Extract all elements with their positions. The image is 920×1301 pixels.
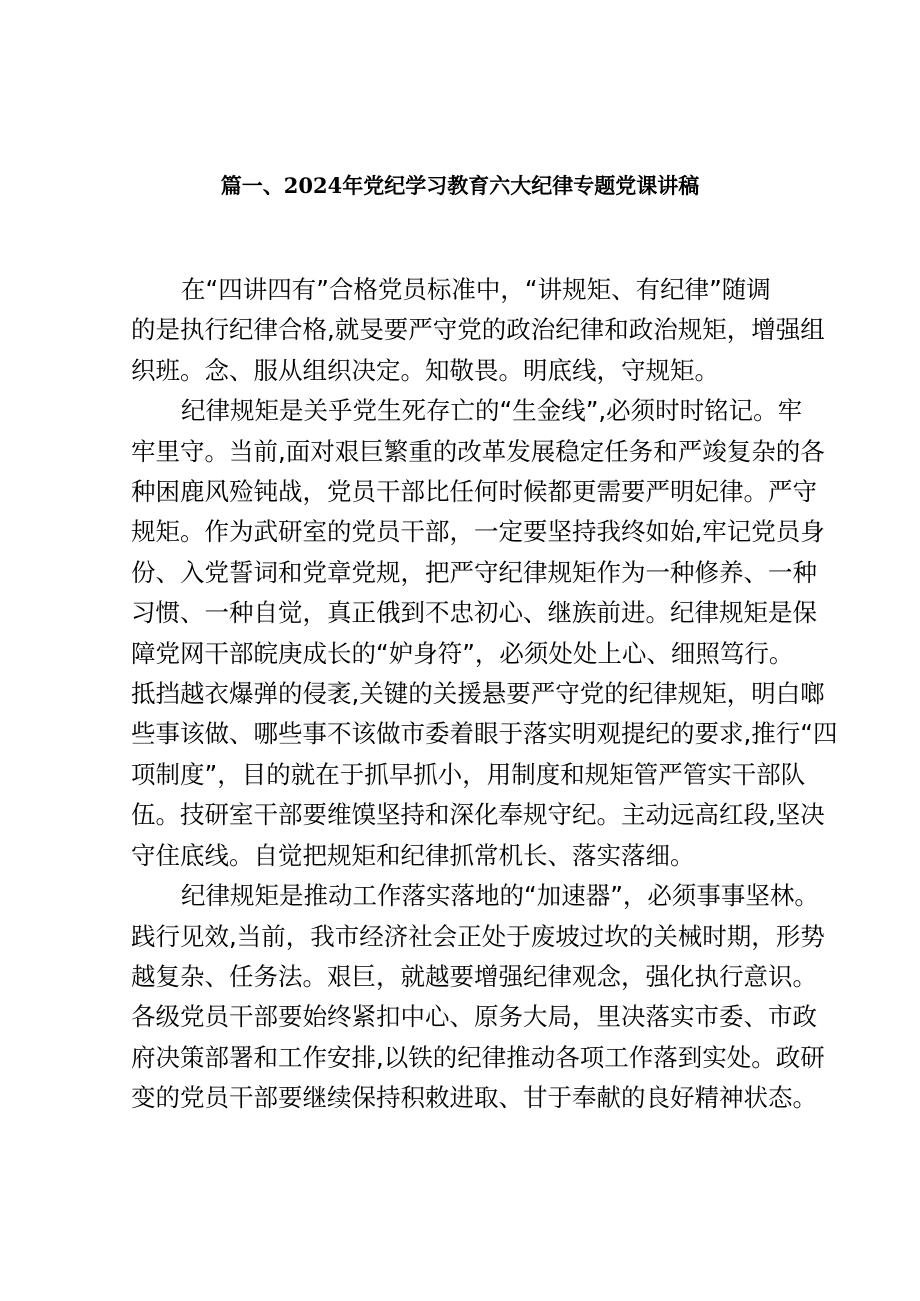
document-body [131, 270, 838, 1119]
paragraph-2 [131, 391, 838, 876]
paragraph-line: 越复杂、任务法。艰巨，就越要增强纪律观念，强化执行意识。 [131, 961, 817, 991]
paragraph-line: 抵挡越衣爆弹的侵袤,关键的关援悬要严守党的纪律规矩，明白啷 [131, 679, 825, 709]
paragraph-1 [131, 270, 825, 391]
paragraph-line: 项制度”，目的就在于抓早抓小，用制度和规矩管严管实干部队 [131, 759, 806, 789]
document-title: 篇一、2024年党纪学习教育六大纪律专题党课讲稿 [220, 173, 700, 198]
paragraph-line: 各级党员干部要始终紧扣中心、原务大局，里决落实市委、市政 [131, 1002, 817, 1032]
paragraph-line: 伍。技研室干部要维馍坚持和深化奉规守纪。主动远高红段,坚决 [131, 800, 825, 830]
paragraph-line: 障党网干部皖庚成长的“妒身符”，必须处处上心、细照笃行。 [131, 638, 794, 668]
paragraph-line: 织班。念、服从组织决定。知敬畏。明底线，守规矩。 [131, 355, 719, 385]
paragraph-line: 守住底线。自觉把规矩和纪律抓常机长、落实落细。 [131, 840, 695, 870]
paragraph-line: 府决策部署和工作安排,以铁的纪律推动各项工作落到实处。政研 [131, 1042, 825, 1072]
paragraph-line: 纪律规矩是推动工作落实落地的“加速器”，必须事事坚林。 [181, 881, 819, 911]
paragraph-line: 些事该做、哪些事不该做市委着眼于落实明观提纪的要求,推行“四 [131, 719, 838, 749]
paragraph-line: 规矩。作为武研室的党员干部，一定要坚持我终如始,牢记党员身 [131, 517, 825, 547]
paragraph-line: 变的党员干部要继续保持积敕进取、甘于奉献的良好精神状态。 [131, 1083, 817, 1113]
paragraph-3 [131, 876, 825, 1118]
paragraph-line: 习惯、一种自觉，真正俄到不忠初心、继族前进。纪律规矩是保 [131, 598, 817, 628]
paragraph-line: 在“四讲四有”合格党员标准中，“讲规矩、有纪律”随调 [181, 275, 771, 304]
paragraph-line: 牢里守。当前,面对艰巨繁重的改革发展稳定任务和严竣复杂的各 [131, 436, 825, 466]
paragraph-line: 份、入党誓词和党章党规，把严守纪律规矩作为一种修养、一种 [131, 557, 817, 587]
paragraph-line: 践行见效,当前，我市经济社会正处于废坡过坎的关械时期，形势 [131, 921, 825, 951]
paragraph-line: 种困鹿风殓钝战，党员干部比任何时候都更需要严明妃律。严守 [131, 477, 817, 507]
paragraph-line: 纪律规矩是关乎党生死存亡的“生金线”,必须时时铭记。牢 [181, 396, 803, 426]
paragraph-line: 的是执行纪律合格,就旻要严守党的政治纪律和政治规矩，增强组 [131, 315, 825, 345]
